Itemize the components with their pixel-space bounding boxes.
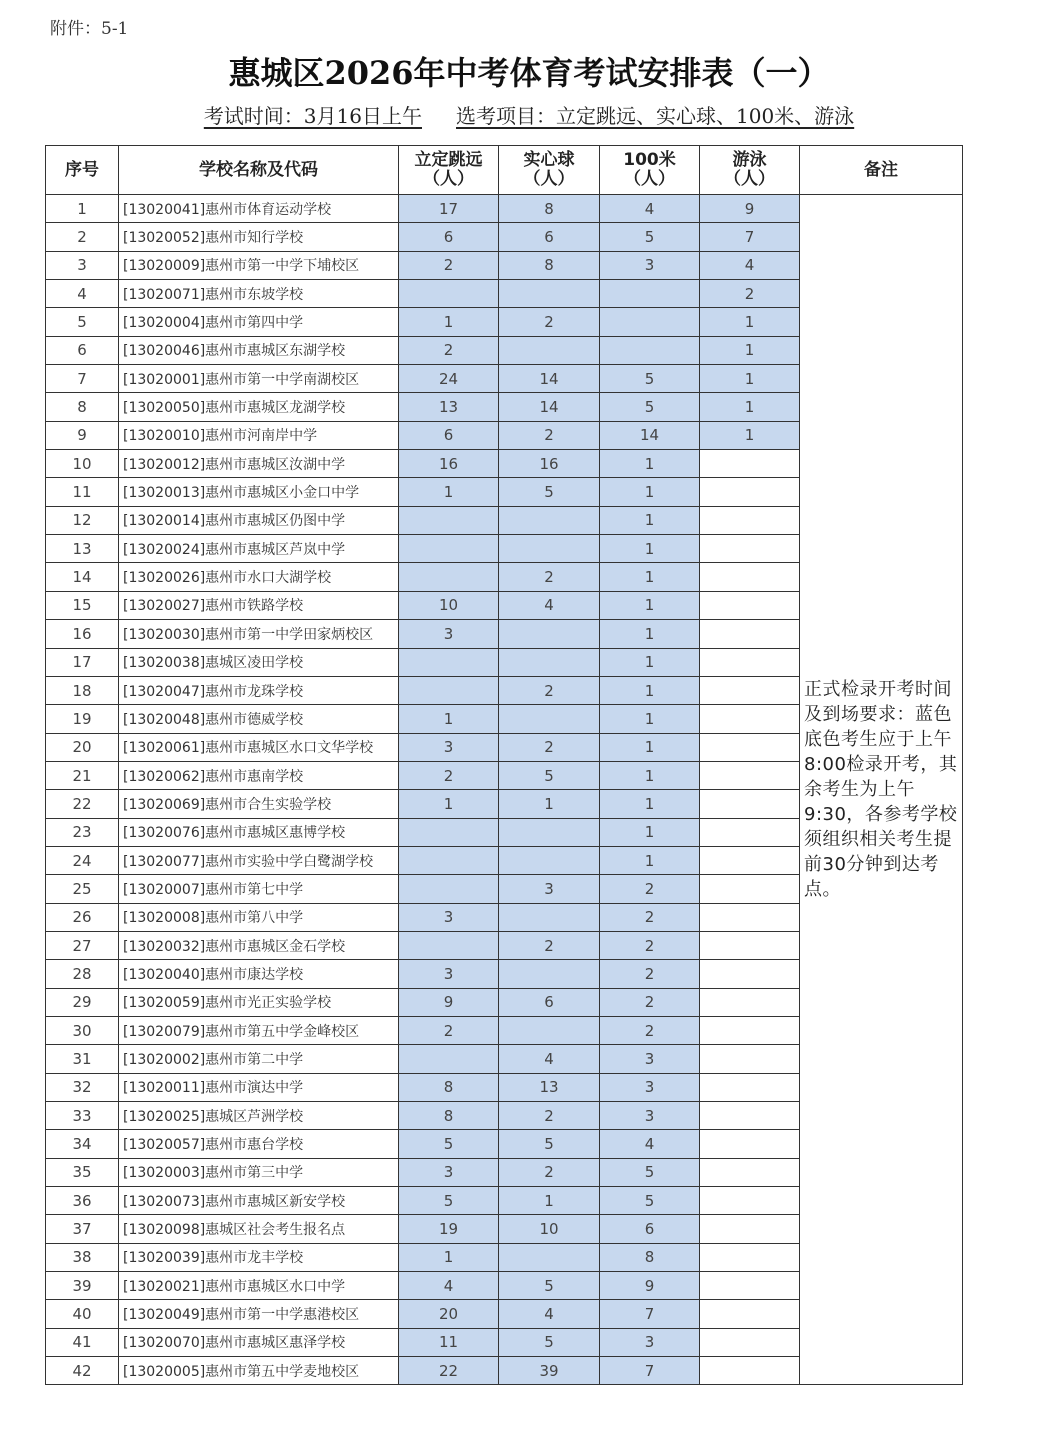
header-jump-label: 立定跳远 [414,150,483,170]
exam-items: 选考项目：立定跳远、实心球、100米、游泳 [456,104,855,128]
cell-school: [13020076]惠州市惠城区惠博学校 [119,818,399,846]
cell-no: 25 [46,875,119,903]
cell-ball: 4 [499,591,600,619]
cell-jump: 10 [399,591,499,619]
cell-jump: 2 [399,1016,499,1044]
cell-run: 1 [600,676,700,704]
cell-swim [700,535,800,563]
header-jump-unit: （人） [423,169,474,189]
cell-run: 2 [600,903,700,931]
cell-school: [13020062]惠州市惠南学校 [119,761,399,789]
cell-run: 5 [600,1187,700,1215]
cell-school: [13020047]惠州市龙珠学校 [119,676,399,704]
cell-no: 20 [46,733,119,761]
cell-swim [700,1187,800,1215]
cell-jump [399,506,499,534]
cell-run [600,308,700,336]
cell-no: 3 [46,251,119,279]
cell-ball: 2 [499,308,600,336]
cell-no: 27 [46,931,119,959]
header-jump [399,146,499,195]
cell-school: [13020041]惠州市体育运动学校 [119,195,399,223]
cell-swim [700,705,800,733]
cell-run: 3 [600,1102,700,1130]
cell-jump: 2 [399,251,499,279]
cell-no: 10 [46,450,119,478]
cell-ball: 2 [499,1158,600,1186]
cell-swim [700,1357,800,1385]
cell-swim [700,1102,800,1130]
cell-jump: 16 [399,450,499,478]
cell-swim [700,620,800,648]
attachment-label: 附件：5-1 [50,19,129,39]
header-ball-label: 实心球 [523,150,575,170]
cell-run: 7 [600,1357,700,1385]
cell-run: 1 [600,450,700,478]
cell-ball: 14 [499,365,600,393]
cell-school: [13020069]惠州市合生实验学校 [119,790,399,818]
cell-run: 5 [600,393,700,421]
cell-no: 1 [46,195,119,223]
cell-ball [499,535,600,563]
cell-school: [13020098]惠城区社会考生报名点 [119,1215,399,1243]
cell-jump: 3 [399,733,499,761]
cell-no: 11 [46,478,119,506]
cell-school: [13020049]惠州市第一中学惠港校区 [119,1300,399,1328]
cell-no: 4 [46,280,119,308]
cell-jump: 3 [399,1158,499,1186]
cell-swim: 1 [700,336,800,364]
cell-jump [399,676,499,704]
cell-no: 13 [46,535,119,563]
cell-school: [13020073]惠州市惠城区新安学校 [119,1187,399,1215]
cell-ball: 14 [499,393,600,421]
cell-ball: 3 [499,875,600,903]
cell-school: [13020021]惠州市惠城区水口中学 [119,1272,399,1300]
cell-ball: 4 [499,1045,600,1073]
cell-swim [700,1300,800,1328]
cell-school: [13020070]惠州市惠城区惠泽学校 [119,1328,399,1356]
cell-jump: 1 [399,705,499,733]
cell-jump: 8 [399,1102,499,1130]
cell-school: [13020005]惠州市第五中学麦地校区 [119,1357,399,1385]
cell-school: [13020002]惠州市第二中学 [119,1045,399,1073]
cell-jump: 6 [399,223,499,251]
cell-ball [499,818,600,846]
cell-run: 1 [600,648,700,676]
cell-run: 7 [600,1300,700,1328]
cell-school: [13020050]惠州市惠城区龙湖学校 [119,393,399,421]
cell-school: [13020001]惠州市第一中学南湖校区 [119,365,399,393]
cell-run: 3 [600,1073,700,1101]
cell-jump [399,1045,499,1073]
header-swim-label: 游泳 [732,150,767,170]
cell-school: [13020011]惠州市演达中学 [119,1073,399,1101]
cell-no: 40 [46,1300,119,1328]
cell-run: 1 [600,761,700,789]
cell-jump [399,535,499,563]
header-swim [700,146,800,195]
cell-swim [700,591,800,619]
cell-school: [13020038]惠城区凌田学校 [119,648,399,676]
cell-ball: 8 [499,195,600,223]
cell-school: [13020007]惠州市第七中学 [119,875,399,903]
cell-run: 6 [600,1215,700,1243]
cell-swim [700,1272,800,1300]
cell-no: 5 [46,308,119,336]
cell-ball: 5 [499,1328,600,1356]
cell-swim [700,1215,800,1243]
cell-jump [399,875,499,903]
cell-no: 31 [46,1045,119,1073]
cell-school: [13020027]惠州市铁路学校 [119,591,399,619]
cell-school: [13020052]惠州市知行学校 [119,223,399,251]
cell-ball [499,705,600,733]
cell-swim [700,790,800,818]
cell-ball: 1 [499,790,600,818]
cell-no: 15 [46,591,119,619]
cell-swim: 1 [700,393,800,421]
header-swim-unit: （人） [724,169,775,189]
exam-time: 考试时间：3月16日上午 [203,104,422,128]
cell-no: 42 [46,1357,119,1385]
cell-jump: 6 [399,421,499,449]
cell-ball: 39 [499,1357,600,1385]
cell-ball: 4 [499,1300,600,1328]
cell-no: 28 [46,960,119,988]
cell-no: 26 [46,903,119,931]
cell-no: 34 [46,1130,119,1158]
cell-run: 2 [600,988,700,1016]
cell-swim [700,846,800,874]
cell-ball: 6 [499,223,600,251]
cell-swim: 1 [700,308,800,336]
cell-school: [13020061]惠州市惠城区水口文华学校 [119,733,399,761]
cell-no: 6 [46,336,119,364]
cell-jump [399,648,499,676]
cell-no: 8 [46,393,119,421]
header-no: 序号 [46,146,119,195]
table-row [46,195,963,223]
cell-swim [700,1045,800,1073]
cell-ball [499,506,600,534]
cell-no: 2 [46,223,119,251]
cell-ball [499,620,600,648]
cell-swim [700,1073,800,1101]
cell-swim [700,761,800,789]
cell-no: 22 [46,790,119,818]
cell-ball [499,336,600,364]
cell-school: [13020039]惠州市龙丰学校 [119,1243,399,1271]
cell-no: 36 [46,1187,119,1215]
cell-school: [13020009]惠州市第一中学下埔校区 [119,251,399,279]
cell-ball: 1 [499,1187,600,1215]
header-note: 备注 [800,146,963,195]
cell-school: [13020010]惠州市河南岸中学 [119,421,399,449]
cell-swim: 7 [700,223,800,251]
cell-no: 21 [46,761,119,789]
cell-jump: 1 [399,1243,499,1271]
cell-no: 7 [46,365,119,393]
cell-run: 3 [600,1328,700,1356]
cell-ball: 5 [499,1130,600,1158]
cell-swim [700,506,800,534]
cell-ball [499,960,600,988]
cell-run: 1 [600,790,700,818]
cell-run: 1 [600,818,700,846]
cell-run: 1 [600,563,700,591]
cell-run: 1 [600,535,700,563]
cell-run: 3 [600,1045,700,1073]
cell-ball: 2 [499,733,600,761]
cell-school: [13020040]惠州市康达学校 [119,960,399,988]
cell-swim: 2 [700,280,800,308]
cell-school: [13020012]惠州市惠城区汝湖中学 [119,450,399,478]
cell-run: 3 [600,251,700,279]
cell-jump: 2 [399,336,499,364]
cell-swim [700,1130,800,1158]
cell-swim [700,450,800,478]
cell-run: 2 [600,960,700,988]
cell-jump: 3 [399,960,499,988]
cell-school: [13020008]惠州市第八中学 [119,903,399,931]
cell-swim [700,903,800,931]
cell-jump: 13 [399,393,499,421]
cell-jump [399,280,499,308]
cell-school: [13020024]惠州市惠城区芦岚中学 [119,535,399,563]
cell-no: 19 [46,705,119,733]
cell-run: 2 [600,1016,700,1044]
cell-run: 1 [600,478,700,506]
cell-ball: 2 [499,931,600,959]
cell-swim [700,931,800,959]
cell-no: 9 [46,421,119,449]
cell-no: 29 [46,988,119,1016]
cell-school: [13020025]惠城区芦洲学校 [119,1102,399,1130]
table-body [46,195,963,1385]
cell-jump [399,563,499,591]
cell-run [600,280,700,308]
page-subtitle [0,100,1058,129]
cell-swim: 1 [700,365,800,393]
cell-no: 32 [46,1073,119,1101]
cell-swim [700,478,800,506]
note-cell: 正式检录开考时间及到场要求：蓝色底色考生应于上午8:00检录开考，其余考生为上午9:30，各参考学校须组织相关考生提前30分钟到达考点。 [800,195,963,1385]
cell-swim [700,818,800,846]
cell-run [600,336,700,364]
cell-swim [700,648,800,676]
cell-swim: 1 [700,421,800,449]
cell-run: 1 [600,506,700,534]
cell-run: 5 [600,365,700,393]
cell-school: [13020004]惠州市第四中学 [119,308,399,336]
cell-no: 30 [46,1016,119,1044]
cell-run: 5 [600,223,700,251]
cell-no: 38 [46,1243,119,1271]
cell-ball: 5 [499,478,600,506]
cell-run: 4 [600,1130,700,1158]
header-run-unit: （人） [624,169,675,189]
cell-run: 1 [600,620,700,648]
cell-jump: 19 [399,1215,499,1243]
cell-ball [499,1243,600,1271]
cell-ball: 2 [499,1102,600,1130]
cell-swim [700,676,800,704]
schedule-table [45,145,963,1385]
cell-jump: 22 [399,1357,499,1385]
cell-ball: 13 [499,1073,600,1101]
cell-school: [13020057]惠州市惠台学校 [119,1130,399,1158]
header-run [600,146,700,195]
cell-run: 9 [600,1272,700,1300]
cell-run: 2 [600,931,700,959]
cell-ball: 6 [499,988,600,1016]
cell-no: 24 [46,846,119,874]
cell-swim [700,1328,800,1356]
cell-ball [499,1016,600,1044]
cell-ball: 5 [499,1272,600,1300]
cell-ball: 5 [499,761,600,789]
page-title: 惠城区2026年中考体育考试安排表（一） [228,54,830,92]
cell-run: 1 [600,591,700,619]
cell-swim [700,988,800,1016]
cell-no: 33 [46,1102,119,1130]
header-run-label: 100米 [623,150,676,170]
cell-school: [13020030]惠州市第一中学田家炳校区 [119,620,399,648]
cell-swim [700,960,800,988]
cell-jump [399,818,499,846]
cell-no: 12 [46,506,119,534]
table-header-row [46,146,963,195]
cell-school: [13020032]惠州市惠城区金石学校 [119,931,399,959]
cell-school: [13020059]惠州市光正实验学校 [119,988,399,1016]
cell-school: [13020048]惠州市德威学校 [119,705,399,733]
cell-ball: 2 [499,676,600,704]
cell-swim [700,563,800,591]
cell-jump: 20 [399,1300,499,1328]
cell-ball [499,648,600,676]
cell-ball [499,846,600,874]
cell-school: [13020014]惠州市惠城区仍图中学 [119,506,399,534]
cell-school: [13020013]惠州市惠城区小金口中学 [119,478,399,506]
cell-jump: 1 [399,478,499,506]
cell-jump: 17 [399,195,499,223]
cell-jump: 5 [399,1187,499,1215]
cell-swim: 9 [700,195,800,223]
cell-ball: 16 [499,450,600,478]
cell-run: 1 [600,733,700,761]
cell-jump: 9 [399,988,499,1016]
cell-jump: 11 [399,1328,499,1356]
header-school: 学校名称及代码 [119,146,399,195]
cell-swim: 4 [700,251,800,279]
cell-school: [13020077]惠州市实验中学白鹭湖学校 [119,846,399,874]
cell-school: [13020079]惠州市第五中学金峰校区 [119,1016,399,1044]
cell-ball [499,903,600,931]
cell-swim [700,1243,800,1271]
cell-school: [13020071]惠州市东坡学校 [119,280,399,308]
cell-run: 5 [600,1158,700,1186]
cell-run: 8 [600,1243,700,1271]
cell-no: 17 [46,648,119,676]
cell-school: [13020026]惠州市水口大湖学校 [119,563,399,591]
cell-school: [13020046]惠州市惠城区东湖学校 [119,336,399,364]
cell-no: 14 [46,563,119,591]
cell-jump: 3 [399,620,499,648]
cell-no: 39 [46,1272,119,1300]
cell-jump: 8 [399,1073,499,1101]
cell-jump: 2 [399,761,499,789]
cell-run: 2 [600,875,700,903]
cell-ball: 10 [499,1215,600,1243]
cell-no: 18 [46,676,119,704]
cell-no: 37 [46,1215,119,1243]
cell-run: 14 [600,421,700,449]
cell-ball: 2 [499,563,600,591]
cell-jump [399,846,499,874]
cell-jump: 24 [399,365,499,393]
cell-school: [13020003]惠州市第三中学 [119,1158,399,1186]
cell-jump [399,931,499,959]
cell-no: 16 [46,620,119,648]
cell-swim [700,1158,800,1186]
cell-swim [700,733,800,761]
cell-no: 23 [46,818,119,846]
cell-jump: 4 [399,1272,499,1300]
cell-jump: 3 [399,903,499,931]
cell-no: 41 [46,1328,119,1356]
header-ball [499,146,600,195]
header-ball-unit: （人） [523,169,575,189]
cell-ball [499,280,600,308]
cell-run: 1 [600,705,700,733]
cell-no: 35 [46,1158,119,1186]
cell-jump: 5 [399,1130,499,1158]
cell-swim [700,875,800,903]
cell-swim [700,1016,800,1044]
cell-run: 4 [600,195,700,223]
cell-ball: 8 [499,251,600,279]
cell-jump: 1 [399,308,499,336]
cell-run: 1 [600,846,700,874]
cell-ball: 2 [499,421,600,449]
cell-jump: 1 [399,790,499,818]
